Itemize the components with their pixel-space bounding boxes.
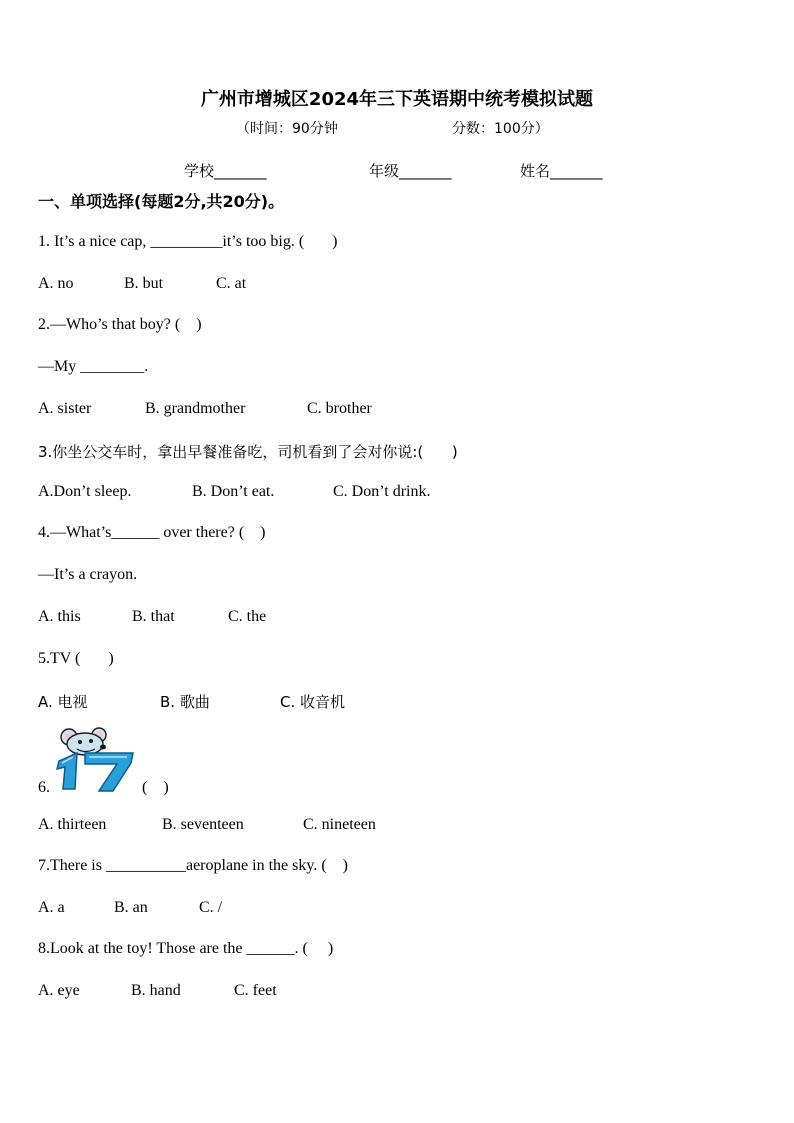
question-1-option-c: C. at [216,275,247,292]
exam-score: 分数：100分） [452,121,549,137]
question-3-option-c: C. Don’t drink. [333,483,431,500]
section-heading: 一、单项选择(每题2分,共20分)。 [38,192,285,211]
mouse-seventeen-picture [55,727,137,793]
question-6-option-c: C. nineteen [303,816,376,833]
question-7-option-c: C. / [199,899,223,916]
question-2-stem: 2.—Who’s that boy? ( ) [38,316,202,333]
question-1-option-b: B. but [124,275,164,292]
question-2-option-a: A. sister [38,400,92,417]
question-8-option-a: A. eye [38,982,80,999]
question-7-stem: 7.There is __________aeroplane in the sky. ( ) [38,857,348,874]
question-3-option-b: B. Don’t eat. [192,483,275,500]
question-6-option-a: A. thirteen [38,816,107,833]
grade-field: 年级_______ [369,162,452,180]
question-4-option-b: B. that [132,608,175,625]
question-8-option-c: C. feet [234,982,277,999]
question-4-option-a: A. this [38,608,81,625]
question-4-option-c: C. the [228,608,267,625]
mouse-number-illustration [55,727,137,793]
question-3-stem: 3.你坐公交车时，拿出早餐准备吃，司机看到了会对你说:( ) [38,443,458,461]
page-title: 广州市增城区2024年三下英语期中统考模拟试题 [200,89,594,110]
question-5-option-b: B. 歌曲 [160,693,210,711]
question-1-option-a: A. no [38,275,74,292]
question-4-answer-line: —It’s a crayon. [38,566,138,583]
question-3-option-a: A.Don’t sleep. [38,483,132,500]
question-7-option-a: A. a [38,899,65,916]
question-5-option-a: A. 电视 [38,693,88,711]
question-2-option-b: B. grandmother [145,400,246,417]
question-6-stem: 6. [38,779,50,796]
name-field: 姓名_______ [520,162,603,180]
question-7-option-b: B. an [114,899,148,916]
question-2-option-c: C. brother [307,400,372,417]
exam-time: （时间：90分钟 [236,121,338,137]
question-8-stem: 8.Look at the toy! Those are the ______. ( ) [38,940,334,957]
question-6-option-b: B. seventeen [162,816,244,833]
question-8-option-b: B. hand [131,982,181,999]
school-field: 学校_______ [184,162,267,180]
question-1-stem: 1. It’s a nice cap, _________it’s too big. ( ) [38,233,338,250]
question-6-answer-blank: ( ) [142,779,169,796]
question-2-answer-line: —My ________. [38,358,149,375]
question-4-stem: 4.—What’s______ over there? ( ) [38,524,266,541]
question-5-option-c: C. 收音机 [280,693,346,711]
question-5-stem: 5.TV ( ) [38,650,114,667]
